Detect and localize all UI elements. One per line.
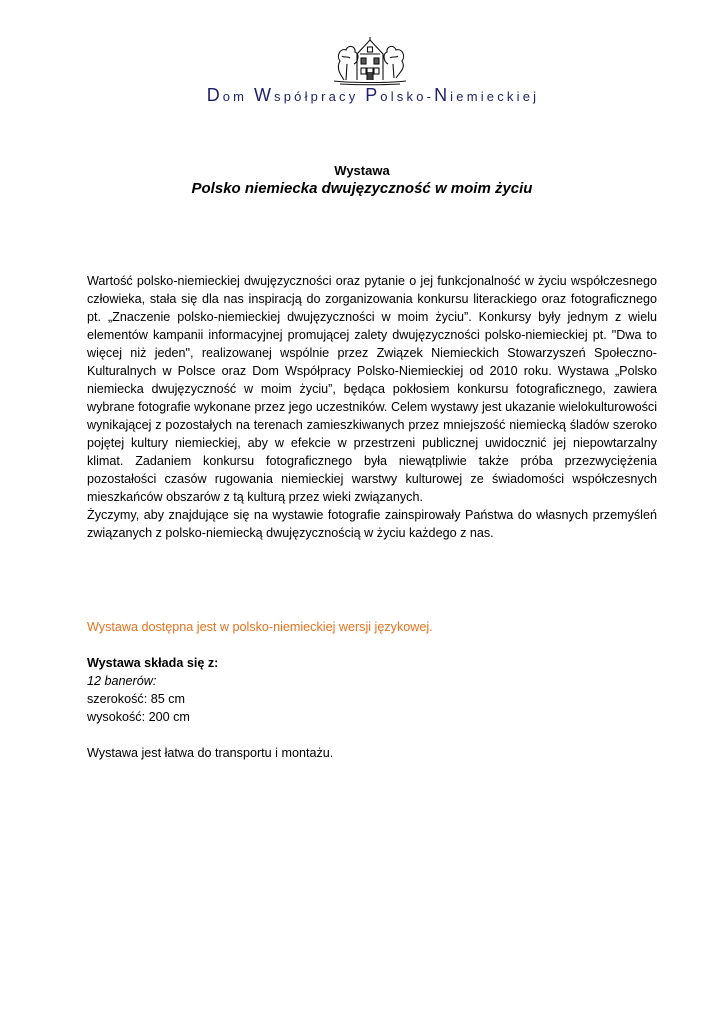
- document-title: Polsko niemiecka dwujęzyczność w moim życiu: [191, 180, 533, 197]
- exhibition-composition: [87, 654, 218, 726]
- body-paragraph-2: Życzymy, aby znajdujące się na wystawie fotografie zainspirowały Państwa do własnych przemyśleń związanych z polsko-niemiecką dwujęzycznością w życiu każdego z nas.: [87, 508, 657, 540]
- composition-width: szerokość: 85 cm: [87, 692, 185, 706]
- org-name-word-3: Polsko-Niemieckiej: [365, 85, 540, 105]
- transport-note: Wystawa jest łatwa do transportu i montażu.: [87, 746, 334, 760]
- document-eyebrow: Wystawa: [334, 163, 390, 178]
- org-name-word-2: Współpracy: [254, 85, 359, 105]
- availability-note: Wystawa dostępna jest w polsko-niemieckiej wersji językowej.: [87, 620, 433, 634]
- org-name-word-1: Dom: [206, 85, 248, 105]
- composition-height: wysokość: 200 cm: [87, 710, 190, 724]
- document-body: [87, 272, 657, 542]
- body-paragraph-1: Wartość polsko-niemieckiej dwujęzyczności oraz pytanie o jej funkcjonalność w życiu współczesnego człowieka, stała się dla nas inspiracją do zorganizowania konkursu literackiego oraz fotograficznego pt. „Znaczenie polsko-niemieckiej dwujęzyczności w moim życiu”. Konkursy były jednym z wielu elementów kampanii informacyjnej promującej zalety dwujęzyczności polsko-niemieckiej pt. "Dwa to więcej niż jeden", realizowanej wspólnie przez Związek Niemieckich Stowarzyszeń Społeczno-Kulturalnych w Polsce oraz Dom Współpracy Polsko-Niemieckiej od 2010 roku. Wystawa „Polsko niemiecka dwujęzyczność w moim życiu”, będąca pokłosiem konkursu fotograficznego, zawiera wybrane fotografie wykonane przez jego uczestników. Celem wystawy jest ukazanie wielokulturowości wynikającej z pozostałych na terenach zamieszkiwanych przez mniejszość niemiecką śladów szeroko pojętej kultury niemieckiej, aby w efekcie w przestrzeni publicznej uwidocznić jej niepowtarzalny klimat. Zadaniem konkursu fotograficznego była niewątpliwie także próba przezwyciężenia pozostałości czasów rugowania niemieckiej warstwy kulturowej ze świadomości współczesnych mieszkańców obszarów z tą kulturą przez wieki związanych.: [87, 274, 657, 504]
- composition-items: 12 banerów:: [87, 674, 157, 688]
- logo-building-icon: [330, 34, 410, 86]
- composition-heading: Wystawa składa się z:: [87, 656, 219, 670]
- organization-name: [0, 85, 724, 106]
